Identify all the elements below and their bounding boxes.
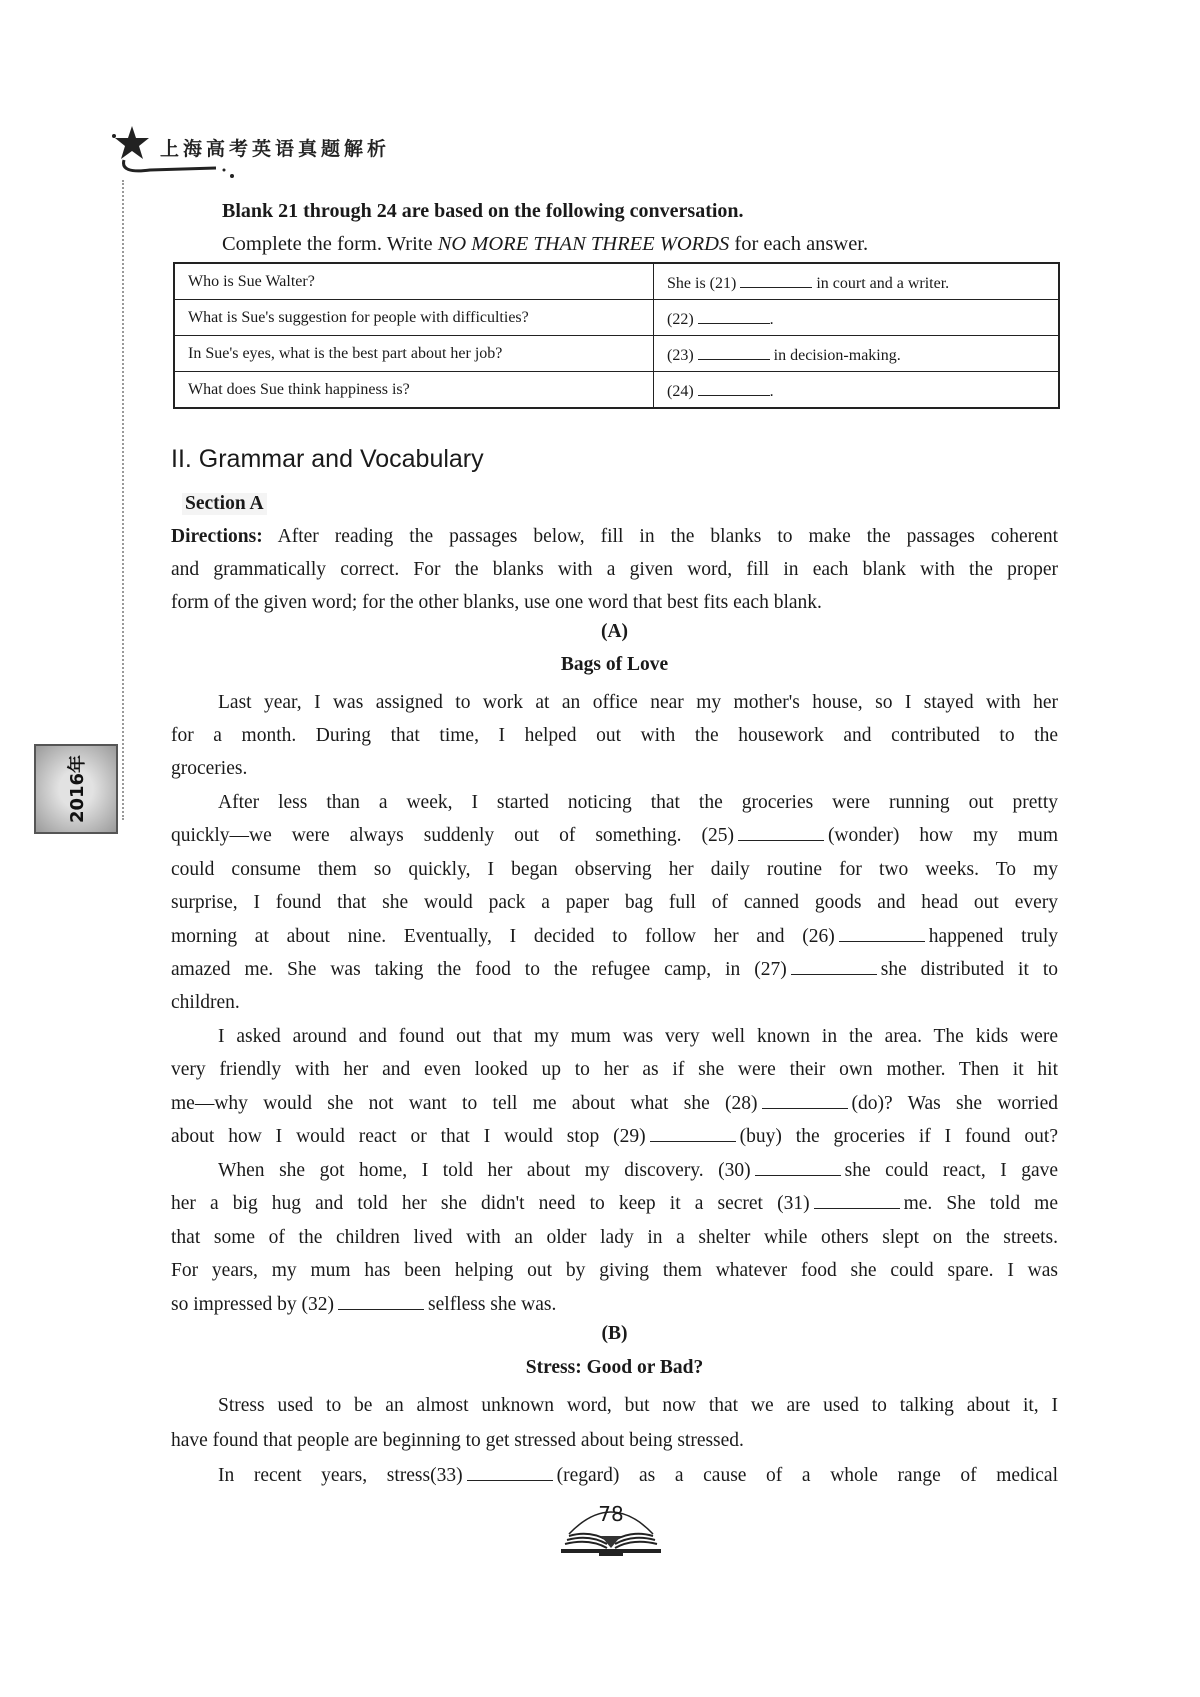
passage-line: For years, my mum has been helping out by giving them whatever food she could spare. I was xyxy=(171,1260,1058,1281)
page-footer xyxy=(555,1500,667,1558)
swoosh-icon xyxy=(120,158,240,180)
passage-line: Last year, I was assigned to work at an office near my mother's house, so I stayed with her xyxy=(218,692,1058,713)
margin-dotted-rule xyxy=(122,180,124,820)
answer-cell: (22) . xyxy=(654,300,1060,336)
passage-line: quickly—we were always suddenly out of something. (25) (wonder) how my mum xyxy=(171,821,1058,851)
page-number: 78 xyxy=(598,1502,624,1526)
passage-line: for a month. During that time, I helped out with the housework and contributed to the xyxy=(171,725,1058,746)
blank-33[interactable] xyxy=(467,1462,553,1481)
directions-line: form of the given word; for the other blanks, use one word that best fits each blank. xyxy=(171,592,822,613)
passage-line: me—why would she not want to tell me about what she (28) (do)? Was she worried xyxy=(171,1089,1058,1119)
blank-21[interactable] xyxy=(740,271,812,288)
question-cell: What does Sue think happiness is? xyxy=(174,372,654,409)
directions-line: and grammatically correct. For the blanks with a given word, fill in each blank with the proper xyxy=(171,559,1058,580)
question-cell: What is Sue's suggestion for people with difficulties? xyxy=(174,300,654,336)
passage-line: morning at about nine. Eventually, I decided to follow her and (26) happened truly xyxy=(171,922,1058,952)
blank-29[interactable] xyxy=(650,1123,736,1142)
answer-cell: (23) in decision-making. xyxy=(654,336,1060,372)
passage-line: have found that people are beginning to get stressed about being stressed. xyxy=(171,1430,744,1451)
passage-line: her a big hug and told her she didn't need to keep it a secret (31) me. She told me xyxy=(171,1189,1058,1219)
table-row xyxy=(174,263,1059,300)
passage-line: amazed me. She was taking the food to the refugee camp, in (27) she distributed it to xyxy=(171,955,1058,985)
passage-line: could consume them so quickly, I began observing her daily routine for two weeks. To my xyxy=(171,859,1058,880)
passage-a-title: Bags of Love xyxy=(560,654,669,675)
table-row xyxy=(174,372,1059,409)
passage-a-label: (A) xyxy=(600,621,629,642)
passage-line: that some of the children lived with an older lady in a shelter while others slept on the streets. xyxy=(171,1227,1058,1248)
passage-line: about how I would react or that I would stop (29) (buy) the groceries if I found out? xyxy=(171,1122,1058,1152)
year-label: 2016年 xyxy=(67,754,88,824)
passage-line: Stress used to be an almost unknown word, but now that we are used to talking about it, I xyxy=(218,1395,1058,1416)
answer-form-table xyxy=(173,262,1060,409)
passage-line: very friendly with her and even looked up to her as if she were their own mother. Then it hit xyxy=(171,1059,1058,1080)
blank-26[interactable] xyxy=(839,923,925,942)
passage-b-label: (B) xyxy=(601,1323,628,1344)
passage-line: so impressed by (32) selfless she was. xyxy=(171,1290,1058,1320)
passage-line: children. xyxy=(171,992,240,1013)
passage-b-title: Stress: Good or Bad? xyxy=(525,1357,704,1378)
passage-line: surprise, I found that she would pack a paper bag full of canned goods and head out every xyxy=(171,892,1058,913)
directions-line: Directions: After reading the passages below, fill in the blanks to make the passages coherent xyxy=(171,526,1058,547)
answer-cell: (24) . xyxy=(654,372,1060,409)
passage-line: After less than a week, I started noticing that the groceries were running out pretty xyxy=(218,792,1058,813)
blank-24[interactable] xyxy=(698,379,770,396)
section-heading: II. Grammar and Vocabulary xyxy=(171,445,484,473)
table-row xyxy=(174,336,1059,372)
word-limit-emphasis: NO MORE THAN THREE WORDS xyxy=(437,233,730,255)
passage-line: When she got home, I told her about my discovery. (30) she could react, I gave xyxy=(218,1156,1058,1186)
table-row xyxy=(174,300,1059,336)
blank-28[interactable] xyxy=(762,1090,848,1109)
book-title: 上海高考英语真题解析 xyxy=(160,138,391,160)
section-subheading: Section A xyxy=(182,493,267,515)
blank-30[interactable] xyxy=(755,1157,841,1176)
year-tab xyxy=(34,744,118,834)
passage-line: groceries. xyxy=(171,758,248,779)
blank-31[interactable] xyxy=(814,1190,900,1209)
form-instruction: Complete the form. Write NO MORE THAN THREE WORDS for each answer. xyxy=(222,233,869,255)
passage-line: I asked around and found out that my mum was very well known in the area. The kids were xyxy=(218,1026,1058,1047)
question-cell: In Sue's eyes, what is the best part about her job? xyxy=(174,336,654,372)
passage-line: In recent years, stress(33) (regard) as a cause of a whole range of medical xyxy=(218,1461,1058,1491)
blank-25[interactable] xyxy=(738,822,824,841)
question-cell: Who is Sue Walter? xyxy=(174,263,654,300)
directions-label: Directions: xyxy=(171,526,263,547)
form-instruction-title: Blank 21 through 24 are based on the following conversation. xyxy=(222,200,744,222)
blank-32[interactable] xyxy=(338,1291,424,1310)
blank-22[interactable] xyxy=(698,307,770,324)
answer-cell: She is (21) in court and a writer. xyxy=(654,263,1060,300)
blank-23[interactable] xyxy=(698,343,770,360)
blank-27[interactable] xyxy=(791,956,877,975)
